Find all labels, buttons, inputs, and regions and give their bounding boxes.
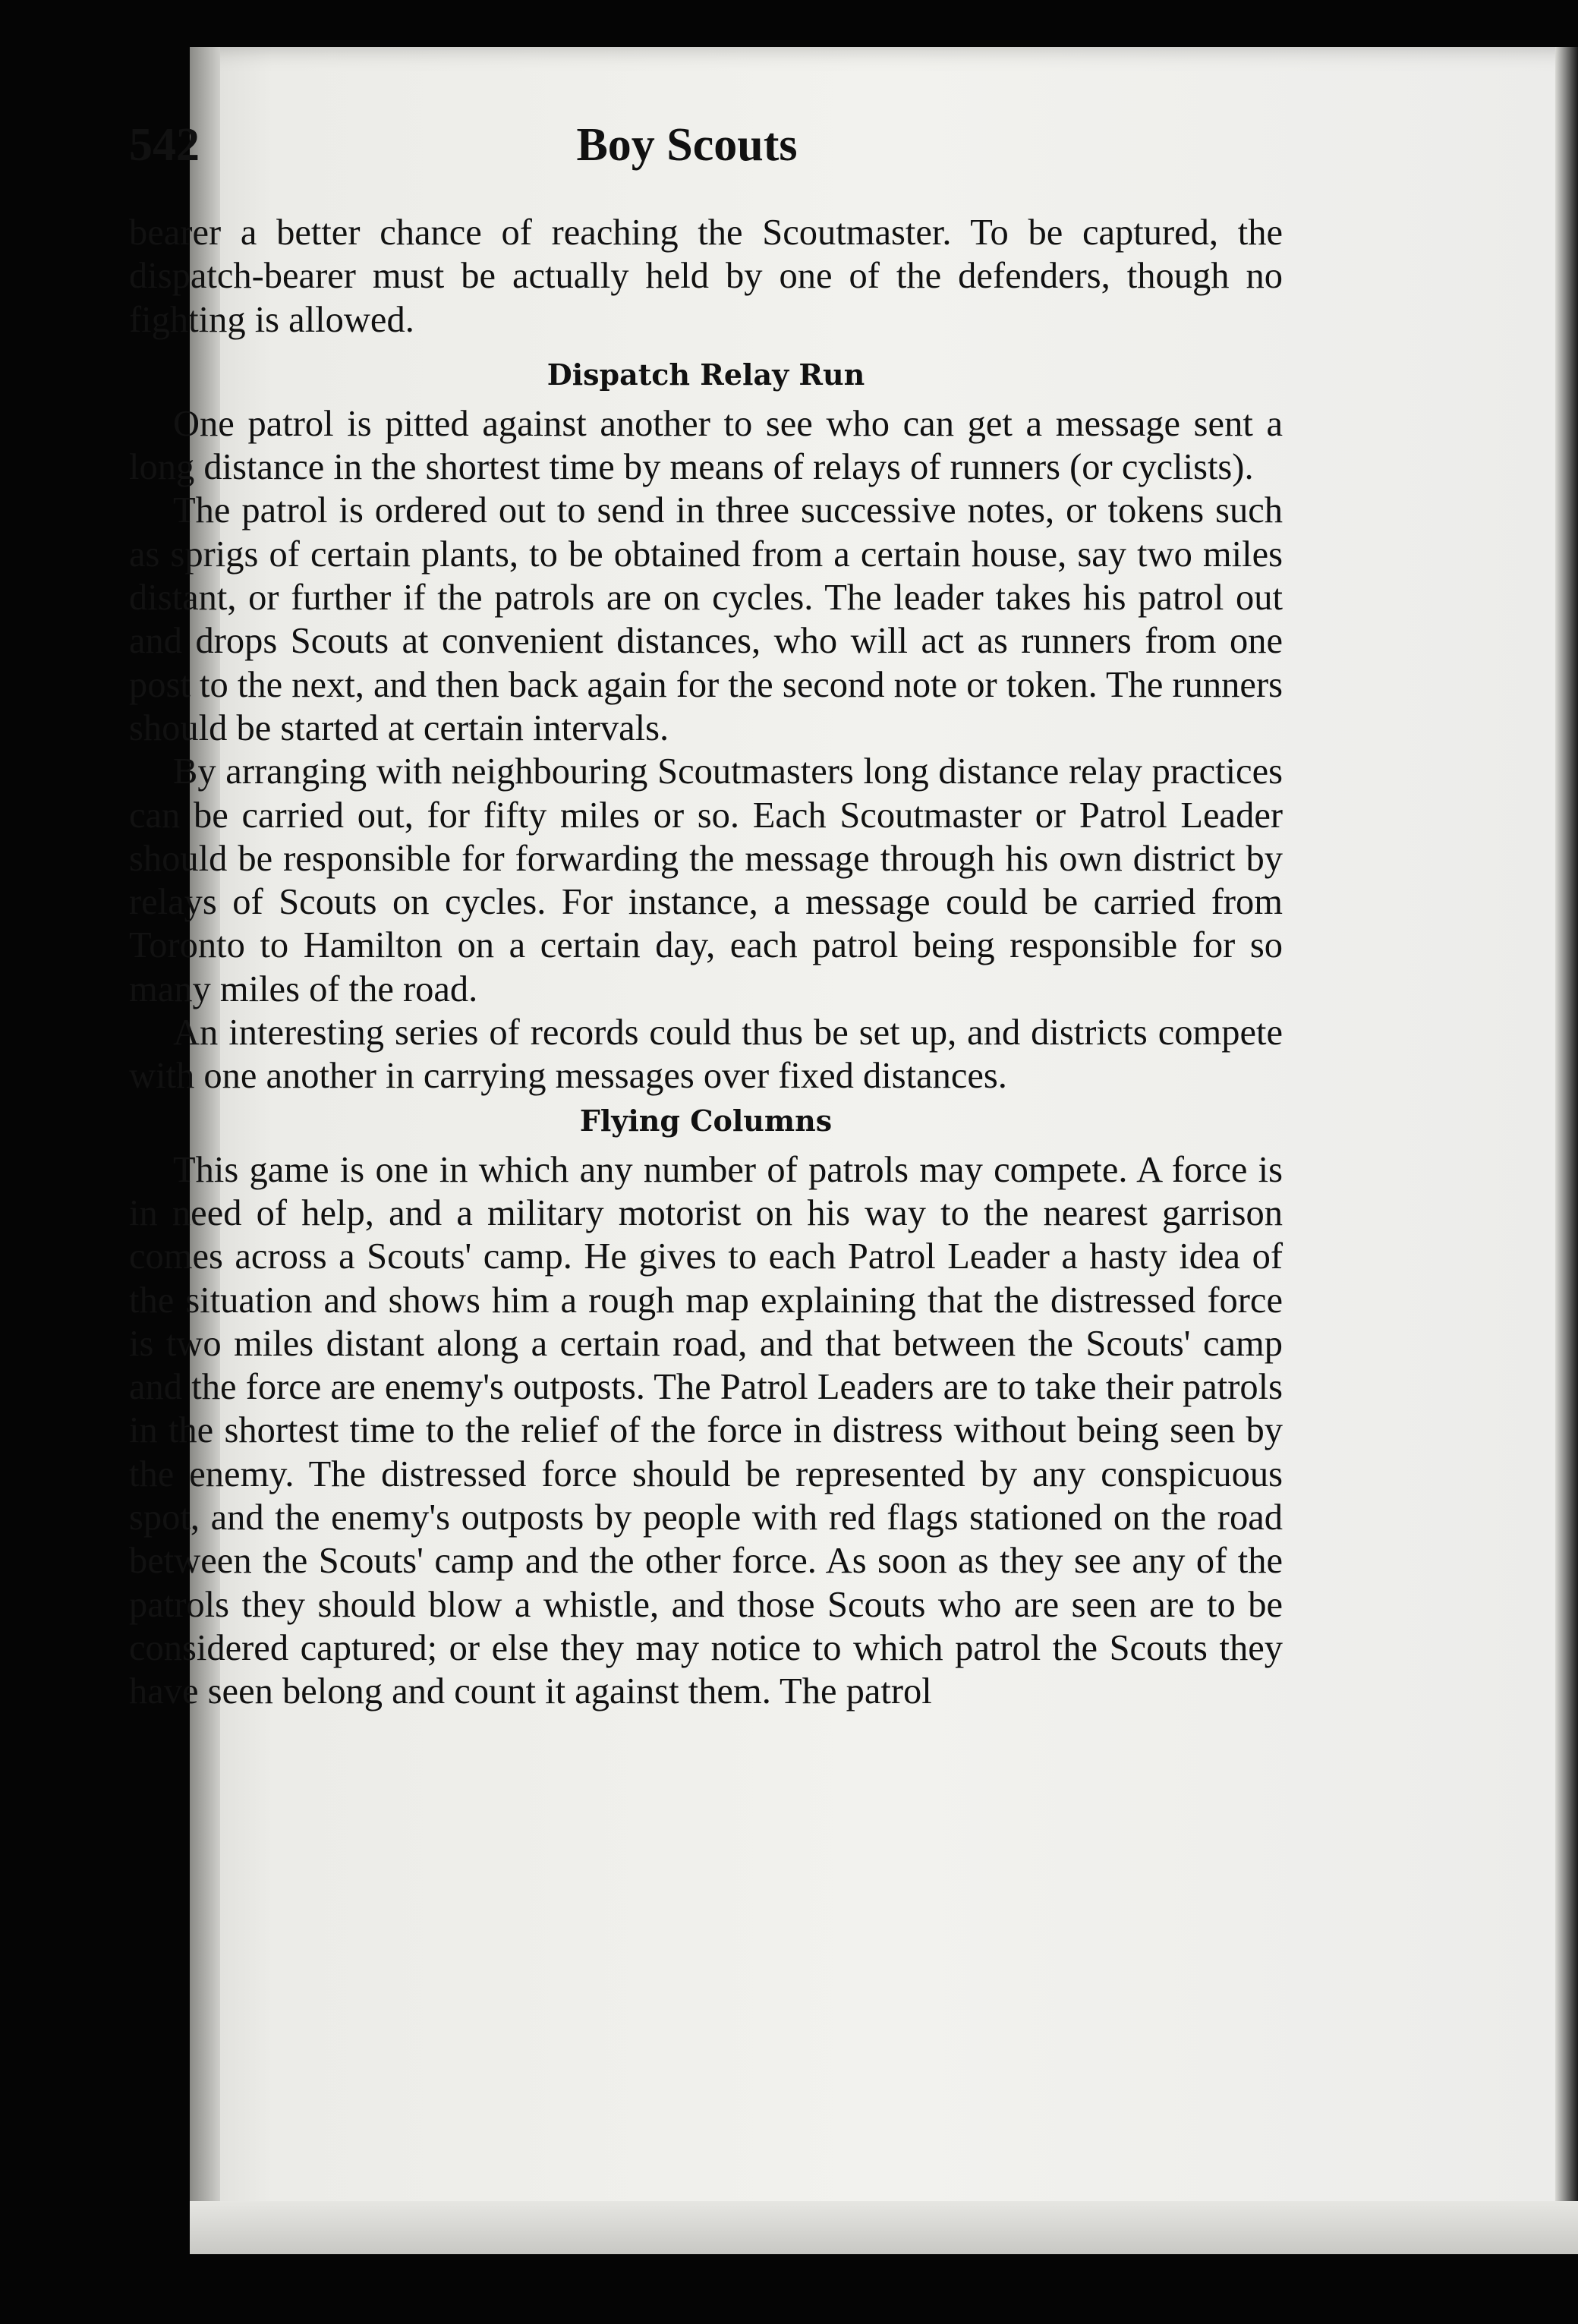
section-heading-dispatch-relay-run: Dispatch Relay Run: [546, 357, 865, 392]
paragraph: By arranging with neighbouring Scoutmasters long distance relay practices can be carried out, for fifty miles or so. Each Scoutmaster or Patrol Leader should be responsible for forwarding the message through his own district by relays of Scouts on cycles. For instance, a message could be carried from Toronto to Hamilton on a certain day, each patrol being responsible for so many miles of the road.: [129, 751, 1283, 1009]
page-header: [129, 118, 1245, 187]
page-text: [129, 211, 1283, 1714]
running-title: Boy Scouts: [576, 119, 798, 171]
page-bottom-edge: [190, 2201, 1578, 2254]
section-heading-flying-columns: Flying Columns: [579, 1103, 833, 1138]
page-number: 542: [129, 119, 200, 171]
paragraph: One patrol is pitted against another to see who can get a message sent a long distance in the shortest time by means of relays of runners (or cyclists).: [129, 403, 1283, 488]
paragraph: The patrol is ordered out to send in three successive notes, or tokens such as sprigs of certain plants, to be obtained from a certain house, say two miles distant, or further if the patrols are on cycles. The leader takes his patrol out and drops Scouts at convenient distances, who will act as runners from one post to the next, and then back again for the second note or token. The runners should be started at certain intervals.: [129, 490, 1283, 748]
page-right-edge: [1555, 47, 1578, 2254]
paragraph: This game is one in which any number of patrols may compete. A force is in need of help, and a military motorist on his way to the nearest garrison comes across a Scouts' camp. He gives to each Patrol Leader a hasty idea of the situation and shows him a rough map explaining that the distressed force is two miles distant along a certain road, and that between the Scouts' camp and the force are enemy's outposts. The Patrol Leaders are to take their patrols in the shortest time to the relief of the force in distress without being seen by the enemy. The distressed force should be represented by any conspicuous spot, and the enemy's outposts by people with red flags stationed on the road between the Scouts' camp and the other force. As soon as they see any of the patrols they should blow a whistle, and those Scouts who are seen are to be considered captured; or else they may notice to which patrol the Scouts they have seen belong and count it against them. The patrol: [129, 1149, 1283, 1712]
paragraph: An interesting series of records could thus be set up, and districts compete with one another in carrying messages over fixed distances.: [129, 1012, 1283, 1097]
continuation-paragraph: bearer a better chance of reaching the Scoutmaster. To be captured, the dispatch-bearer must be actually held by one of the defenders, though no fighting is allowed.: [129, 213, 1283, 340]
